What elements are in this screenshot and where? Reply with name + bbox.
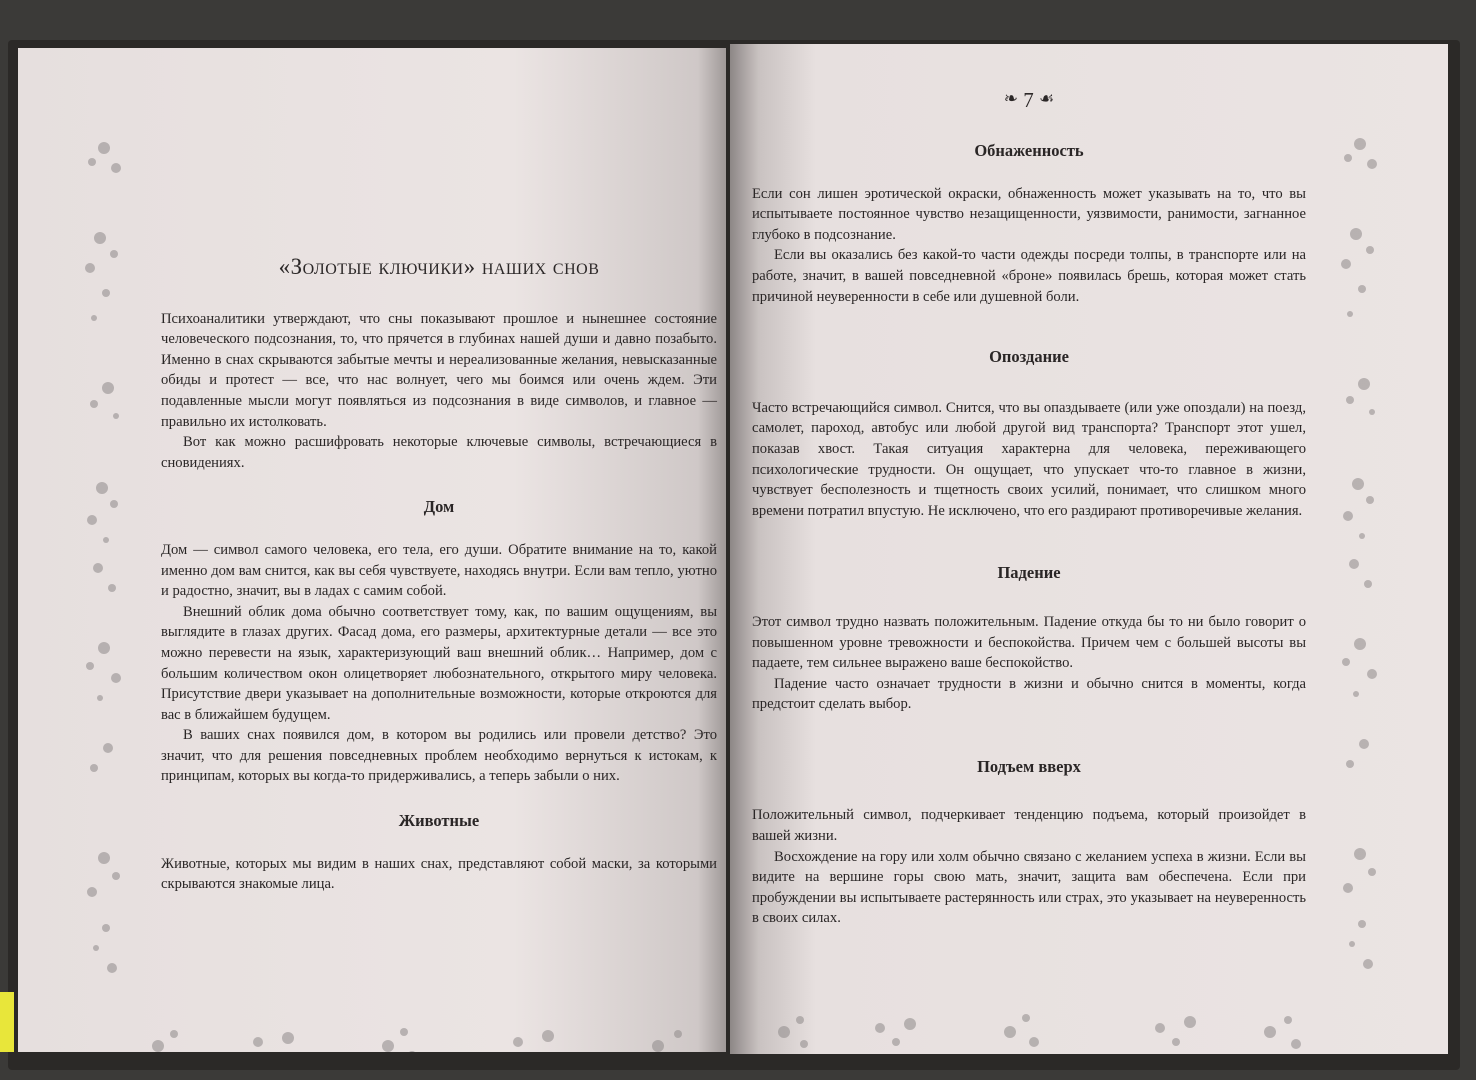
section-title-podem-vverh: Подъем вверх	[977, 756, 1081, 776]
section-paragraph: Положительный символ, подчеркивает тенденцию подъема, который произойдет в вашей жизни.	[752, 807, 1306, 845]
section-paragraph: Если вы оказались без какой-то части одежды посреди толпы, в транспорте или на работе, значит, в вашей повседневной «броне» появилась брешь, которая может стать причиной неуверенности в себе или душевной боли.	[752, 247, 1306, 305]
section-paragraph: Дом — символ самого человека, его тела, его души. Обратите внимание на то, какой именно дом вам снится, как вы себя чувствуете, находясь внутри. Если вам тепло, уютно и радостно, значит, вы в ладах с самим собой.	[161, 541, 717, 600]
floral-ornament-column-left	[78, 128, 130, 1028]
section-paragraph: Если сон лишен эротической окраски, обнаженность может указывать на то, что вы испытываете постоянное чувство незащищенности, уязвимости, ранимости, загнанное глубоко в подсознание.	[752, 185, 1306, 243]
page-number-header	[752, 89, 1306, 117]
section-paragraph: Внешний облик дома обычно соответствует тому, как, по вашим ощущениям, вы выглядите в глазах других. Фасад дома, его размеры, архитектурные детали — все это можно перевести на язык, характеризующий ваш внешний облик… Например, дом с большим количеством окон олицетворяет любознательного, открытого миру человека. Присутствие двери указывает на дополнительные возможности, которые откроются для вас в ближайшем будущем.	[161, 603, 717, 723]
yellow-sticky-tab	[0, 992, 14, 1052]
floral-ornament-row-left	[138, 1016, 718, 1052]
section-title-zhivotnye: Животные	[398, 811, 480, 831]
section-title-dom: Дом	[423, 497, 455, 517]
section-paragraph: Падение часто означает трудности в жизни и обычно снится в моменты, когда предстоит сделать выбор.	[752, 675, 1306, 713]
intro-paragraph-1: Психоаналитики утверждают, что сны показывают прошлое и нынешнее состояние человеческого подсознания, то, что прячется в глубинах нашей души и давно позабыто. Именно в снах скрываются забытые мечты и нереализованные желания, невысказанные обиды и протест — все, что нас волнует, чего мы боимся или очень ждем. Эти подавленные мысли могут появляться из подсознания в виде символов, и главное — правильно их истолковать.	[161, 310, 717, 430]
section-title-obnazhennost: Обнаженность	[974, 141, 1084, 160]
section-paragraph: В ваших снах появился дом, в котором вы родились или провели детство? Это значит, что для решения повседневных проблем необходимо вернуться к истокам, к принципам, которых вы когда-то придерживались, а теперь забыли о них.	[161, 727, 717, 785]
intro-paragraph-2: Вот как можно расшифровать некоторые ключевые символы, встречающиеся в сновидениях.	[161, 434, 717, 471]
left-page	[18, 48, 726, 1052]
left-page-text	[161, 228, 717, 895]
floral-ornament-row-right	[760, 1002, 1320, 1054]
chapter-title: «Золотые ключики» наших снов	[278, 254, 600, 279]
curl-ornament-icon: ☙	[1039, 89, 1055, 108]
section-title-opozdanie: Опоздание	[989, 347, 1069, 367]
floral-ornament-column-right	[1334, 124, 1386, 1024]
section-paragraph: Животные, которых мы видим в наших снах, представляют собой маски, за которыми скрываются знакомые лица.	[161, 855, 717, 893]
right-page-text	[752, 89, 1306, 929]
section-paragraph: Часто встречающийся символ. Снится, что вы опаздываете (или уже опоздали) на поезд, самолет, пароход, автобус или любой другой вид транспорта? Транспорт этот ушел, показав хвост. Такая ситуация характерна для человека, переживающего психологические трудности. Он ощущает, что упускает что-то главное в жизни, чувствует бесполезность и тщетность своих усилий, понимает, что слишком много времени потратил впустую. Не исключено, что его раздирают противоречивые желания.	[752, 399, 1306, 519]
section-title-padenie: Падение	[997, 563, 1061, 583]
curl-ornament-icon: ❧	[1003, 89, 1018, 108]
right-page	[730, 44, 1448, 1054]
section-paragraph: Восхождение на гору или холм обычно связано с желанием успеха в жизни. Если вы видите на вершине горы свою мать, значит, защита вам обеспечена. Если при пробуждении вы испытываете растерянность или страх, это указывает на неуверенность в своих силах.	[752, 848, 1306, 927]
section-paragraph: Этот символ трудно назвать положительным. Падение откуда бы то ни было говорит о повышенном уровне тревожности и беспокойства. Причем чем с большей высоты вы падаете, тем сильнее выражено ваше беспокойство.	[752, 613, 1306, 672]
page-number: 7	[1023, 88, 1034, 112]
